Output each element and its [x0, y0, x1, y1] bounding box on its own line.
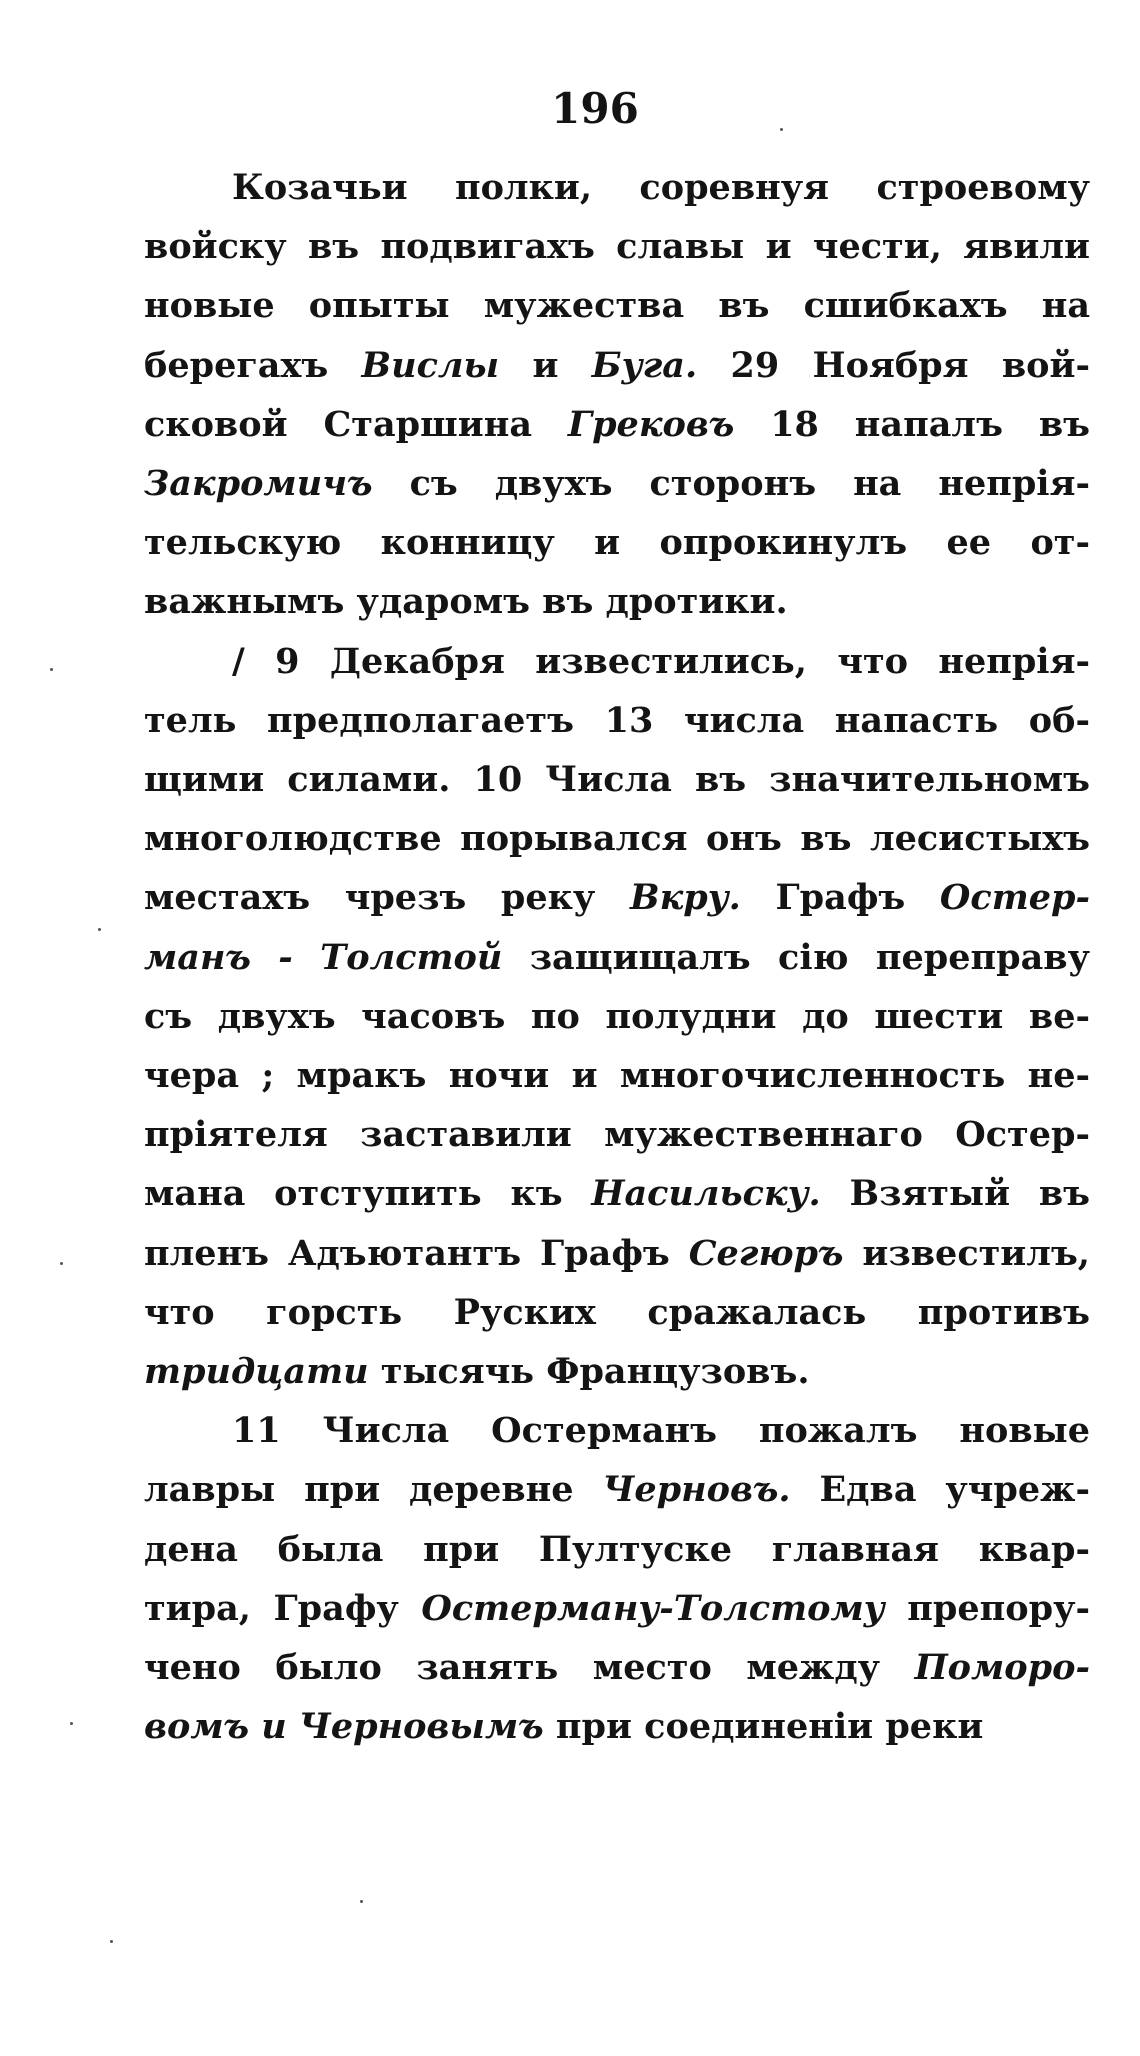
text-segment: тель предполагаетъ 13 числа напасть об- [144, 699, 1090, 741]
text-line [144, 1342, 1090, 1402]
text-segment: съ двухъ сторонъ на непрія- [372, 463, 1090, 504]
italic-text: Закромичъ [144, 463, 373, 504]
text-segment: известилъ, [843, 1232, 1090, 1274]
italic-text: Черновъ. [602, 1469, 791, 1511]
text-segment: дена была при Пултуске главная квар- [144, 1528, 1090, 1570]
text-line [144, 1283, 1090, 1343]
text-segment: Взятый въ [820, 1173, 1091, 1215]
italic-text: Сегюръ [688, 1232, 844, 1274]
text-segment: сковой Старшина [144, 403, 568, 445]
text-line [144, 1460, 1090, 1520]
scan-speck [780, 128, 783, 131]
text-line [144, 1105, 1090, 1165]
italic-text: Вкру. [629, 877, 741, 919]
text-segment: важнымъ ударомъ въ дротики. [144, 581, 788, 623]
page-number: 196 [551, 84, 639, 133]
italic-text: тридцати [144, 1351, 369, 1392]
text-segment: препору- [884, 1587, 1090, 1629]
text-line [232, 1401, 1090, 1461]
text-line [144, 1697, 1090, 1757]
text-segment: местахъ чрезъ реку [144, 877, 630, 919]
italic-text: Поморо- [914, 1647, 1090, 1688]
text-line [144, 1224, 1090, 1284]
text-segment: многолюдстве порывался онъ въ лесистыхъ [144, 818, 1090, 860]
text-segment: тира, Графу [144, 1587, 422, 1629]
text-segment: и [499, 344, 592, 386]
text-line [144, 395, 1090, 455]
text-segment: Графъ [740, 877, 940, 919]
text-line [144, 276, 1090, 336]
text-segment: Козачьи полки, соревнуя строевому [232, 167, 1090, 208]
text-line [144, 809, 1090, 869]
italic-text: Грековъ [567, 403, 735, 445]
italic-text: Вислы [361, 344, 500, 386]
text-line [144, 691, 1090, 751]
italic-text: Насильску. [591, 1173, 821, 1215]
text-segment: новые опыты мужества въ сшибкахъ на [144, 285, 1090, 327]
text-segment: пріятеля заставили мужественнаго Остер- [144, 1114, 1090, 1156]
italic-text: вомъ и Черновымъ [144, 1706, 544, 1748]
scan-speck [98, 928, 101, 931]
text-segment: чено было занять место между [144, 1647, 915, 1688]
italic-text: Буга. [591, 344, 698, 386]
text-segment: что горсть Руских сражалась противъ [144, 1291, 1090, 1333]
text-segment: / 9 Декабря известились, что непрія- [232, 640, 1090, 682]
text-segment: 11 Числа Остерманъ пожалъ новые [232, 1410, 1090, 1452]
italic-text: Остер- [939, 877, 1090, 919]
text-line [144, 1520, 1090, 1580]
text-segment: пленъ Адъютантъ Графъ [144, 1232, 689, 1274]
text-line [144, 572, 1090, 632]
text-segment: тысячь Французовъ. [368, 1351, 810, 1392]
italic-text: Остерману-Толстому [421, 1587, 885, 1629]
text-line [144, 217, 1090, 277]
text-segment: войску въ подвигахъ славы и чести, явили [144, 226, 1090, 268]
scan-speck [60, 1262, 63, 1265]
text-line [232, 632, 1090, 692]
text-line [144, 928, 1090, 988]
text-line [144, 987, 1090, 1047]
text-segment: щими силами. 10 Числа въ значительномъ [144, 759, 1090, 800]
text-segment: 18 напалъ въ [734, 403, 1090, 445]
scan-speck [50, 668, 53, 671]
text-line [144, 336, 1090, 396]
text-segment: защищалъ сію переправу [502, 936, 1090, 978]
text-segment: мана отступить къ [144, 1173, 592, 1215]
scan-speck [110, 1940, 113, 1943]
text-line [144, 1579, 1090, 1639]
text-segment: при соединеніи реки [543, 1706, 984, 1748]
text-segment: лавры при деревне [144, 1469, 603, 1511]
text-line [144, 1164, 1090, 1224]
text-segment: тельскую конницу и опрокинулъ ее от- [144, 522, 1090, 564]
text-segment: берегахъ [144, 344, 362, 386]
text-line [144, 1046, 1090, 1106]
text-segment: 29 Ноября вой- [697, 344, 1090, 386]
text-line [232, 158, 1090, 218]
scan-speck [360, 1900, 363, 1903]
text-line [144, 750, 1090, 810]
text-segment: съ двухъ часовъ по полудни до шести ве- [144, 995, 1090, 1037]
scan-speck [70, 1722, 73, 1725]
text-line [144, 868, 1090, 928]
text-line [144, 513, 1090, 573]
text-segment: чера ; мракъ ночи и многочисленность не- [144, 1055, 1090, 1096]
text-line [144, 454, 1090, 514]
text-segment: Едва учреж- [790, 1469, 1090, 1511]
text-line [144, 1638, 1090, 1698]
italic-text: манъ - Толстой [144, 936, 503, 978]
